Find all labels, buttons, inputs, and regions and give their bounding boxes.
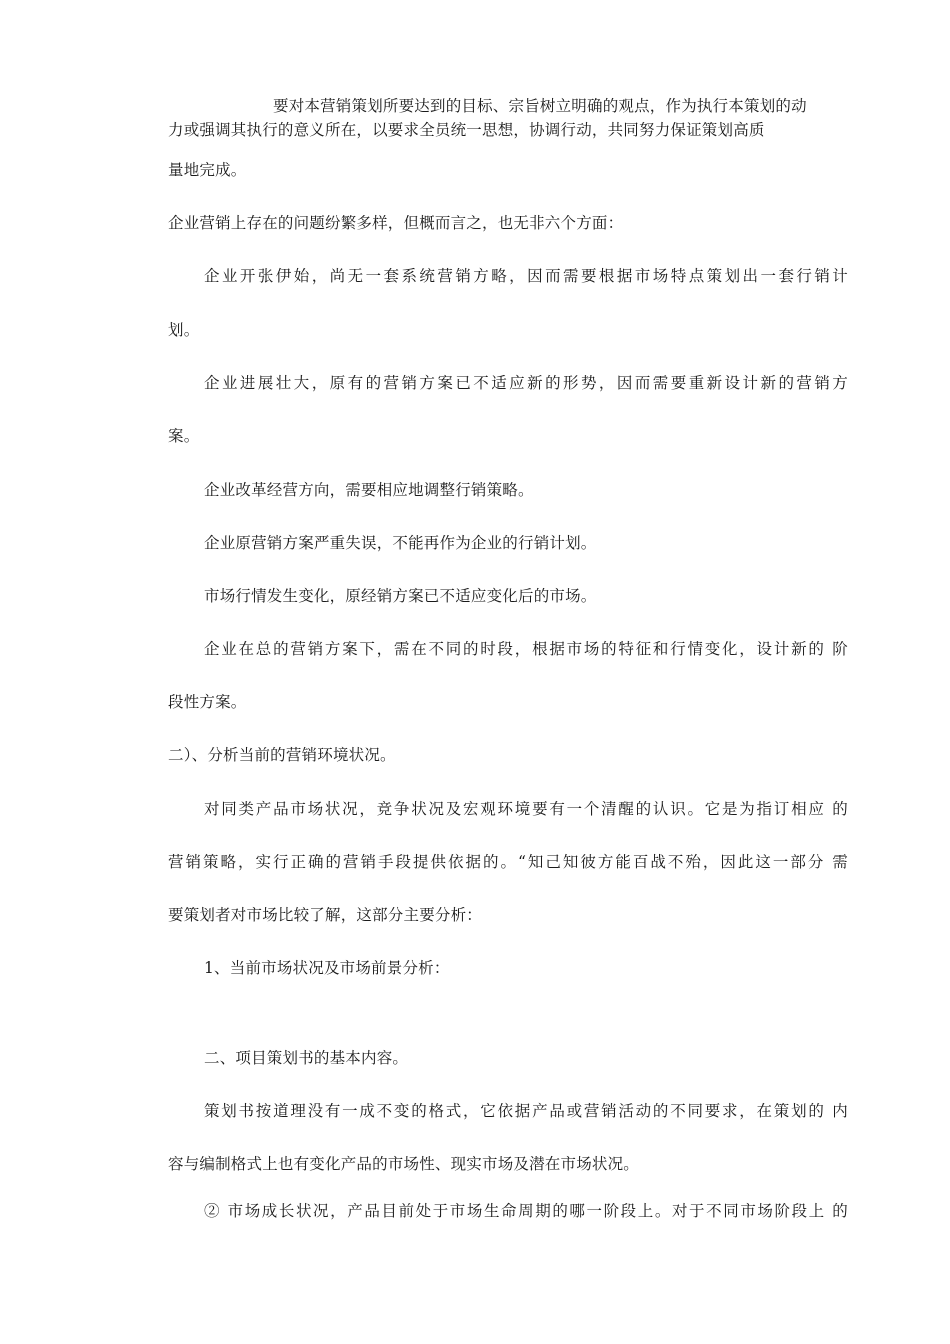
section-heading: 二）、分析当前的营销环境状况。 [168, 746, 396, 764]
text-line: 要对本营销策划所要达到的目标、宗旨树立明确的观点，作为执行本策划的动 [273, 97, 807, 115]
text-line: 要策划者对市场比较了解，这部分主要分析： [168, 906, 483, 924]
section-heading: 二、项目策划书的基本内容。 [204, 1049, 409, 1067]
text-line: ② 市场成长状况，产品目前处于市场生命周期的哪一阶段上。对于不同市场阶段上 的 [204, 1202, 848, 1220]
list-item: 1、当前市场状况及市场前景分析： [204, 959, 450, 977]
text-line: 容与编制格式上也有变化产品的市场性、现实市场及潜在市场状况。 [168, 1155, 640, 1173]
text-line: 划。 [168, 321, 200, 339]
text-line: 企业营销上存在的问题纷繁多样，但概而言之，也无非六个方面： [168, 214, 624, 232]
text-line: 企业改革经营方向，需要相应地调整行销策略。 [204, 481, 534, 499]
text-line: 营销策略，实行正确的营销手段提供依据的。“知己知彼方能百战不殆，因此这一部分 需 [168, 853, 848, 871]
text-line: 量地完成。 [168, 161, 247, 179]
text-line: 案。 [168, 427, 200, 445]
text-line: 企业进展壮大，原有的营销方案已不适应新的形势，因而需要重新设计新的营销方 [204, 374, 848, 392]
text-line: 企业原营销方案严重失误，不能再作为企业的行销计划。 [204, 534, 597, 552]
text-line: 力或强调其执行的意义所在，以要求全员统一思想，协调行动，共同努力保证策划高质 [168, 121, 765, 139]
text-line: 市场行情发生变化，原经销方案已不适应变化后的市场。 [204, 587, 597, 605]
text-line: 企业在总的营销方案下，需在不同的时段，根据市场的特征和行情变化，设计新的 阶 [204, 640, 848, 658]
text-line: 策划书按道理没有一成不变的格式，它依据产品或营销活动的不同要求，在策划的 内 [204, 1102, 848, 1120]
text-line: 段性方案。 [168, 693, 247, 711]
text-line: 企业开张伊始，尚无一套系统营销方略，因而需要根据市场特点策划出一套行销计 [204, 267, 848, 285]
text-line: 对同类产品市场状况，竞争状况及宏观环境要有一个清醒的认识。它是为指订相应 的 [204, 800, 848, 818]
